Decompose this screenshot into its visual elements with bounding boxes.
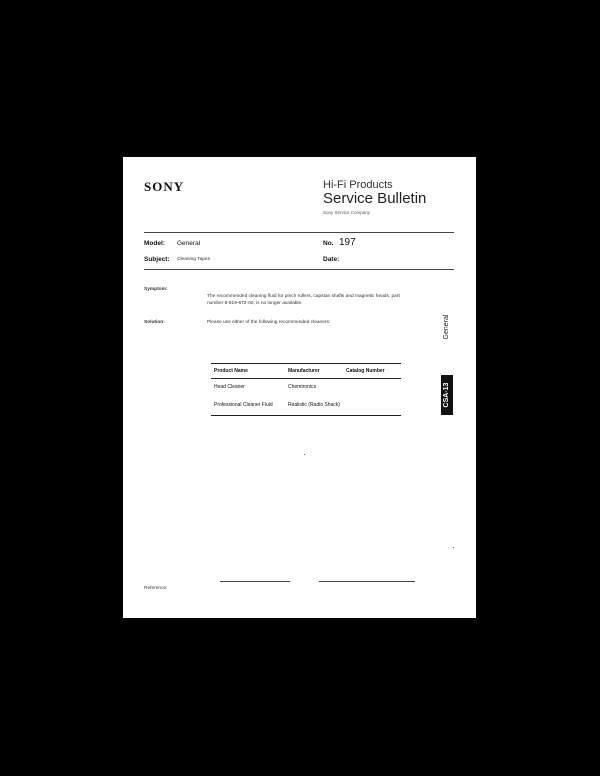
footer-rule-left	[220, 581, 290, 582]
subject-label: Subject:	[144, 256, 170, 263]
symptom-label: Symptom:	[144, 287, 168, 292]
fields-rule	[144, 269, 454, 270]
symptom-text-line-2: number 8-819-672-00, is no longer available.	[207, 301, 303, 306]
table-row	[211, 379, 401, 396]
cell-product: Head Cleaner	[214, 384, 245, 390]
address-line-1: Sony Service Company	[323, 210, 371, 215]
model-value: General	[177, 240, 201, 247]
bulletin-title: Service Bulletin	[323, 190, 427, 207]
scan-speck	[304, 454, 305, 455]
number-label: No.	[323, 240, 334, 247]
cell-catalog	[343, 379, 401, 396]
scan-speck	[453, 547, 454, 548]
number-value: 197	[339, 237, 356, 248]
table-row	[211, 395, 401, 416]
header-product-name: Product Name	[211, 364, 285, 379]
model-label: Model:	[144, 240, 165, 247]
service-bulletin-page	[123, 157, 476, 618]
reference-label: Reference:	[144, 586, 168, 591]
cleaner-table	[211, 363, 401, 416]
solution-text: Please use either of the following recommended cleaners:	[207, 320, 331, 325]
cell-product: Professional Cleaner Fluid	[211, 395, 285, 416]
solution-label: Solution:	[144, 320, 165, 325]
code-side-tab	[441, 375, 453, 415]
header-rule	[144, 232, 454, 233]
header-manufacturer: Manufacturer	[285, 364, 343, 379]
date-label: Date:	[323, 256, 340, 263]
general-text: General	[443, 314, 450, 340]
cell-manufacturer: Realistic (Radio Shack)	[285, 395, 343, 416]
code-text: CSA-13	[443, 382, 450, 408]
product-line: Hi-Fi Products	[323, 179, 393, 191]
cell-manufacturer: Chemtronics	[288, 384, 317, 390]
symptom-text-line-1: The recommended cleaning fluid for pinch rollers, capstan shafts and magnetic heads, part	[207, 294, 400, 299]
cell-catalog	[343, 395, 401, 416]
general-side-label	[441, 307, 453, 347]
footer-rule-right	[319, 581, 415, 582]
header-catalog-number: Catalog Number	[343, 364, 401, 379]
sony-logo: SONY	[144, 179, 185, 194]
subject-value: Cleaning Tapes	[177, 257, 210, 262]
